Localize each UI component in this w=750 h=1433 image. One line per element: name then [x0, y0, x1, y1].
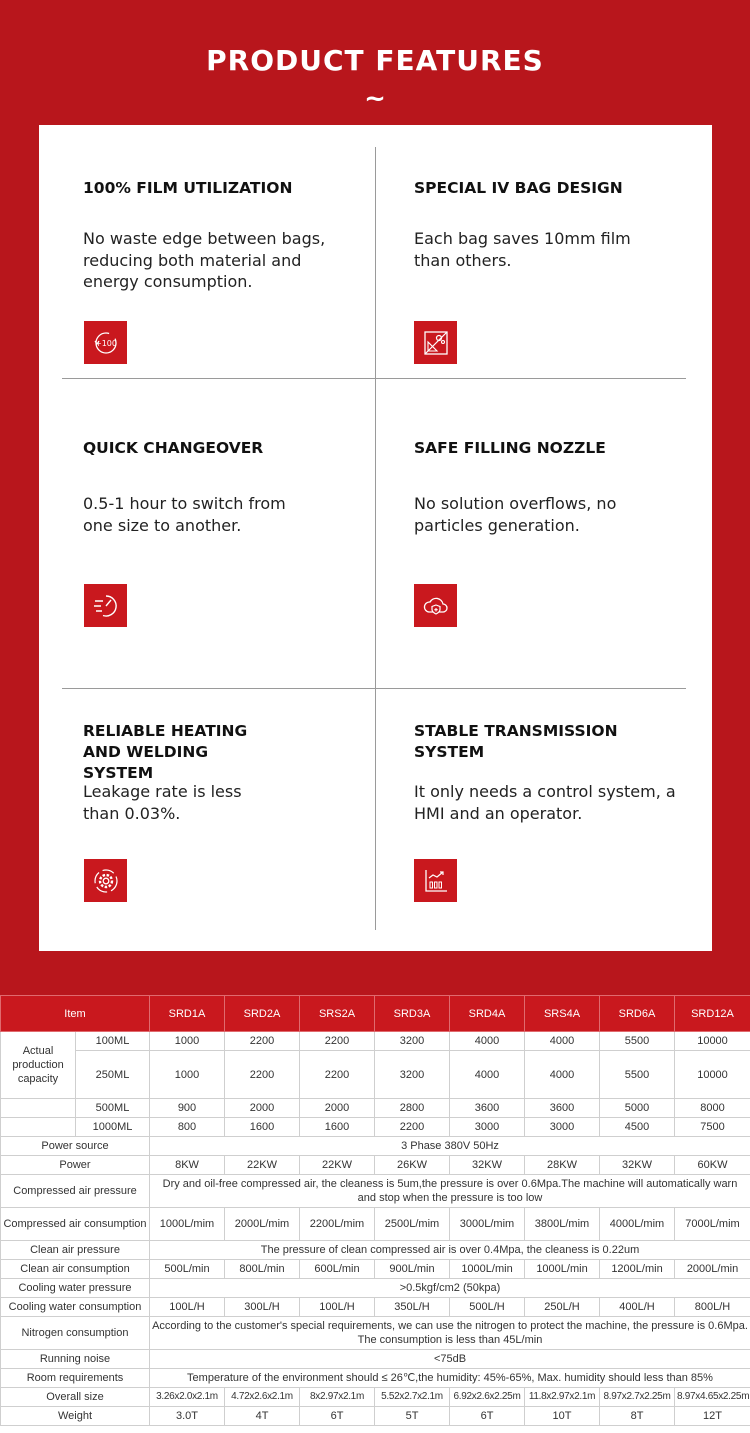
- table-cell: 7000L/mim: [675, 1208, 750, 1241]
- table-cell: 350L/H: [375, 1298, 450, 1317]
- table-cell: 3000: [450, 1118, 525, 1137]
- table-row: [1, 1279, 750, 1298]
- table-cell: 2000: [300, 1099, 375, 1118]
- divider-horizontal: [62, 378, 686, 379]
- divider-horizontal: [62, 688, 686, 689]
- table-cell: 2000: [225, 1099, 300, 1118]
- header-model: SRD2A: [225, 996, 300, 1032]
- table-cell: 5500: [600, 1032, 675, 1051]
- table-cell: 3600: [525, 1099, 600, 1118]
- table-cell: 32KW: [450, 1156, 525, 1175]
- feature-title: SPECIAL IV BAG DESIGN: [414, 179, 623, 197]
- table-cell: 800L/H: [675, 1298, 750, 1317]
- table-cell: >0.5kgf/cm2 (50kpa): [150, 1279, 750, 1298]
- table-cell: 6T: [300, 1407, 375, 1426]
- table-cell: 900: [150, 1099, 225, 1118]
- table-row: [1, 1369, 750, 1388]
- table-cell: 3000: [525, 1118, 600, 1137]
- header-model: SRD1A: [150, 996, 225, 1032]
- row-label: Power: [1, 1156, 150, 1175]
- table-row: [1, 1298, 750, 1317]
- bag-design-icon: [414, 321, 457, 364]
- table-cell: 2200: [375, 1118, 450, 1137]
- table-cell: 6.92x2.6x2.25m: [450, 1388, 525, 1407]
- table-cell: 3.26x2.0x2.1m: [150, 1388, 225, 1407]
- table-cell: According to the customer's special requirements, we can use the nitrogen to protect the machine, the pressure is 0.6Mpa. The consumption is less than 45L/min: [150, 1317, 750, 1350]
- table-cell: 26KW: [375, 1156, 450, 1175]
- table-cell: 8000: [675, 1099, 750, 1118]
- feature-description: No solution overflows, no particles generation.: [414, 494, 617, 535]
- table-cell: 1000: [150, 1051, 225, 1099]
- table-cell: 10T: [525, 1407, 600, 1426]
- table-cell: 5500: [600, 1051, 675, 1099]
- header-item: Item: [1, 996, 150, 1032]
- table-cell: The pressure of clean compressed air is over 0.4Mpa, the cleaness is 0.22um: [150, 1241, 750, 1260]
- table-cell: 4.72x2.6x2.1m: [225, 1388, 300, 1407]
- row-label: Power source: [1, 1137, 150, 1156]
- table-cell: 3600: [450, 1099, 525, 1118]
- table-cell: 22KW: [300, 1156, 375, 1175]
- feature-description: Leakage rate is less than 0.03%.: [83, 782, 242, 823]
- table-row: [1, 1099, 750, 1118]
- table-cell: Dry and oil-free compressed air, the cleaness is 5um,the pressure is over 0.6Mpa.The machine will automatically warn and stop when the pressure is too low: [150, 1175, 750, 1208]
- specs-table: [0, 995, 750, 1426]
- table-cell: 3200: [375, 1032, 450, 1051]
- feature-stable-transmission: [414, 721, 694, 823]
- table-row: [1, 1137, 750, 1156]
- table-cell: 2200: [300, 1032, 375, 1051]
- row-label: Compressed air consumption: [1, 1208, 150, 1241]
- cloud-shield-icon: [414, 584, 457, 627]
- table-cell: 1600: [300, 1118, 375, 1137]
- table-cell: 100L/H: [300, 1298, 375, 1317]
- table-cell: Temperature of the environment should ≤ 26℃,the humidity: 45%-65%, Max. humidity should less than 85%: [150, 1369, 750, 1388]
- feature-title: SAFE FILLING NOZZLE: [414, 439, 606, 457]
- table-cell: 8.97x2.7x2.25m: [600, 1388, 675, 1407]
- speed-icon: [84, 584, 127, 627]
- table-cell: 800: [150, 1118, 225, 1137]
- title-decoration: ~: [364, 84, 386, 114]
- row-label-empty: [1, 1099, 76, 1118]
- table-cell: 8x2.97x2.1m: [300, 1388, 375, 1407]
- table-cell: 500L/min: [150, 1260, 225, 1279]
- table-cell: 900L/min: [375, 1260, 450, 1279]
- table-cell: 4500: [600, 1118, 675, 1137]
- feature-film-utilization: [83, 178, 363, 291]
- table-cell: 400L/H: [600, 1298, 675, 1317]
- table-cell: 3200: [375, 1051, 450, 1099]
- table-cell: 11.8x2.97x2.1m: [525, 1388, 600, 1407]
- feature-description: 0.5-1 hour to switch from one size to another.: [83, 494, 286, 535]
- film-100-icon: [84, 321, 127, 364]
- row-label: Room requirements: [1, 1369, 150, 1388]
- table-cell: 1000L/min: [525, 1260, 600, 1279]
- table-cell: 3800L/mim: [525, 1208, 600, 1241]
- feature-title: RELIABLE HEATING AND WELDING SYSTEM: [83, 722, 248, 782]
- feature-description: Each bag saves 10mm film than others.: [414, 229, 631, 270]
- row-label: Nitrogen consumption: [1, 1317, 150, 1350]
- row-label: Clean air consumption: [1, 1260, 150, 1279]
- table-cell: 12T: [675, 1407, 750, 1426]
- table-row: [1, 1208, 750, 1241]
- feature-title: 100% FILM UTILIZATION: [83, 179, 293, 197]
- table-cell: 60KW: [675, 1156, 750, 1175]
- table-cell: <75dB: [150, 1350, 750, 1369]
- table-cell: 800L/min: [225, 1260, 300, 1279]
- table-row: [1, 1118, 750, 1137]
- table-cell: 500L/H: [450, 1298, 525, 1317]
- feature-quick-changeover: [83, 438, 363, 535]
- row-label: Cooling water consumption: [1, 1298, 150, 1317]
- table-cell: 7500: [675, 1118, 750, 1137]
- table-row: [1, 1051, 750, 1099]
- table-cell: 8.97x4.65x2.25m: [675, 1388, 750, 1407]
- table-cell: 6T: [450, 1407, 525, 1426]
- header-model: SRS4A: [525, 996, 600, 1032]
- table-cell: 10000: [675, 1032, 750, 1051]
- size-label: 100ML: [76, 1032, 150, 1051]
- table-cell: 2200: [225, 1051, 300, 1099]
- table-cell: 2800: [375, 1099, 450, 1118]
- bar-chart-icon: [414, 859, 457, 902]
- header-model: SRS2A: [300, 996, 375, 1032]
- features-card: [39, 125, 712, 951]
- table-cell: 4000: [525, 1032, 600, 1051]
- table-cell: 5T: [375, 1407, 450, 1426]
- table-cell: 600L/min: [300, 1260, 375, 1279]
- row-label-empty: [1, 1118, 76, 1137]
- feature-description: No waste edge between bags, reducing both material and energy consumption.: [83, 229, 326, 291]
- table-cell: 2200L/mim: [300, 1208, 375, 1241]
- table-header-row: [1, 996, 750, 1032]
- table-cell: 4T: [225, 1407, 300, 1426]
- table-row: [1, 1388, 750, 1407]
- feature-safe-filling-nozzle: [414, 438, 694, 535]
- table-row: [1, 1241, 750, 1260]
- table-cell: 8T: [600, 1407, 675, 1426]
- svg-text:+100: +100: [94, 338, 117, 348]
- size-label: 500ML: [76, 1099, 150, 1118]
- row-label: Clean air pressure: [1, 1241, 150, 1260]
- table-row: [1, 1260, 750, 1279]
- table-cell: 22KW: [225, 1156, 300, 1175]
- row-label: Compressed air pressure: [1, 1175, 150, 1208]
- section-title: PRODUCT FEATURES: [206, 44, 544, 77]
- table-cell: 100L/H: [150, 1298, 225, 1317]
- header-model: SRD6A: [600, 996, 675, 1032]
- table-cell: 2500L/mim: [375, 1208, 450, 1241]
- table-cell: 1000: [150, 1032, 225, 1051]
- size-label: 1000ML: [76, 1118, 150, 1137]
- table-row: [1, 1317, 750, 1350]
- table-cell: 2000L/min: [675, 1260, 750, 1279]
- specs-section: [0, 995, 750, 1433]
- table-row: [1, 1350, 750, 1369]
- table-cell: 1000L/min: [450, 1260, 525, 1279]
- feature-heating-welding: [83, 721, 363, 823]
- row-label: Weight: [1, 1407, 150, 1426]
- table-cell: 1200L/min: [600, 1260, 675, 1279]
- table-cell: 300L/H: [225, 1298, 300, 1317]
- row-label: Overall size: [1, 1388, 150, 1407]
- header-model: SRD3A: [375, 996, 450, 1032]
- table-row: [1, 1175, 750, 1208]
- table-cell: 250L/H: [525, 1298, 600, 1317]
- table-cell: 3.0T: [150, 1407, 225, 1426]
- header-model: SRD12A: [675, 996, 750, 1032]
- table-row: [1, 1032, 750, 1051]
- table-cell: 4000: [525, 1051, 600, 1099]
- table-cell: 28KW: [525, 1156, 600, 1175]
- table-cell: 5.52x2.7x2.1m: [375, 1388, 450, 1407]
- table-cell: 4000: [450, 1051, 525, 1099]
- table-cell: 2200: [300, 1051, 375, 1099]
- row-label: Running noise: [1, 1350, 150, 1369]
- table-cell: 4000L/mim: [600, 1208, 675, 1241]
- table-cell: 5000: [600, 1099, 675, 1118]
- table-cell: 2200: [225, 1032, 300, 1051]
- feature-iv-bag-design: [414, 178, 694, 270]
- table-cell: 4000: [450, 1032, 525, 1051]
- table-cell: 32KW: [600, 1156, 675, 1175]
- table-cell: 3 Phase 380V 50Hz: [150, 1137, 750, 1156]
- size-label: 250ML: [76, 1051, 150, 1099]
- table-cell: 10000: [675, 1051, 750, 1099]
- table-row: [1, 1156, 750, 1175]
- row-label: Actual production capacity: [1, 1032, 76, 1099]
- table-cell: 8KW: [150, 1156, 225, 1175]
- divider-vertical: [375, 147, 376, 930]
- table-cell: 1000L/mim: [150, 1208, 225, 1241]
- feature-description: It only needs a control system, a HMI and an operator.: [414, 782, 676, 823]
- table-cell: 3000L/mim: [450, 1208, 525, 1241]
- feature-title: QUICK CHANGEOVER: [83, 439, 264, 457]
- header-model: SRD4A: [450, 996, 525, 1032]
- table-cell: 1600: [225, 1118, 300, 1137]
- gear-icon: [84, 859, 127, 902]
- row-label: Cooling water pressure: [1, 1279, 150, 1298]
- table-row: [1, 1407, 750, 1426]
- table-cell: 2000L/mim: [225, 1208, 300, 1241]
- feature-title: STABLE TRANSMISSION SYSTEM: [414, 722, 618, 761]
